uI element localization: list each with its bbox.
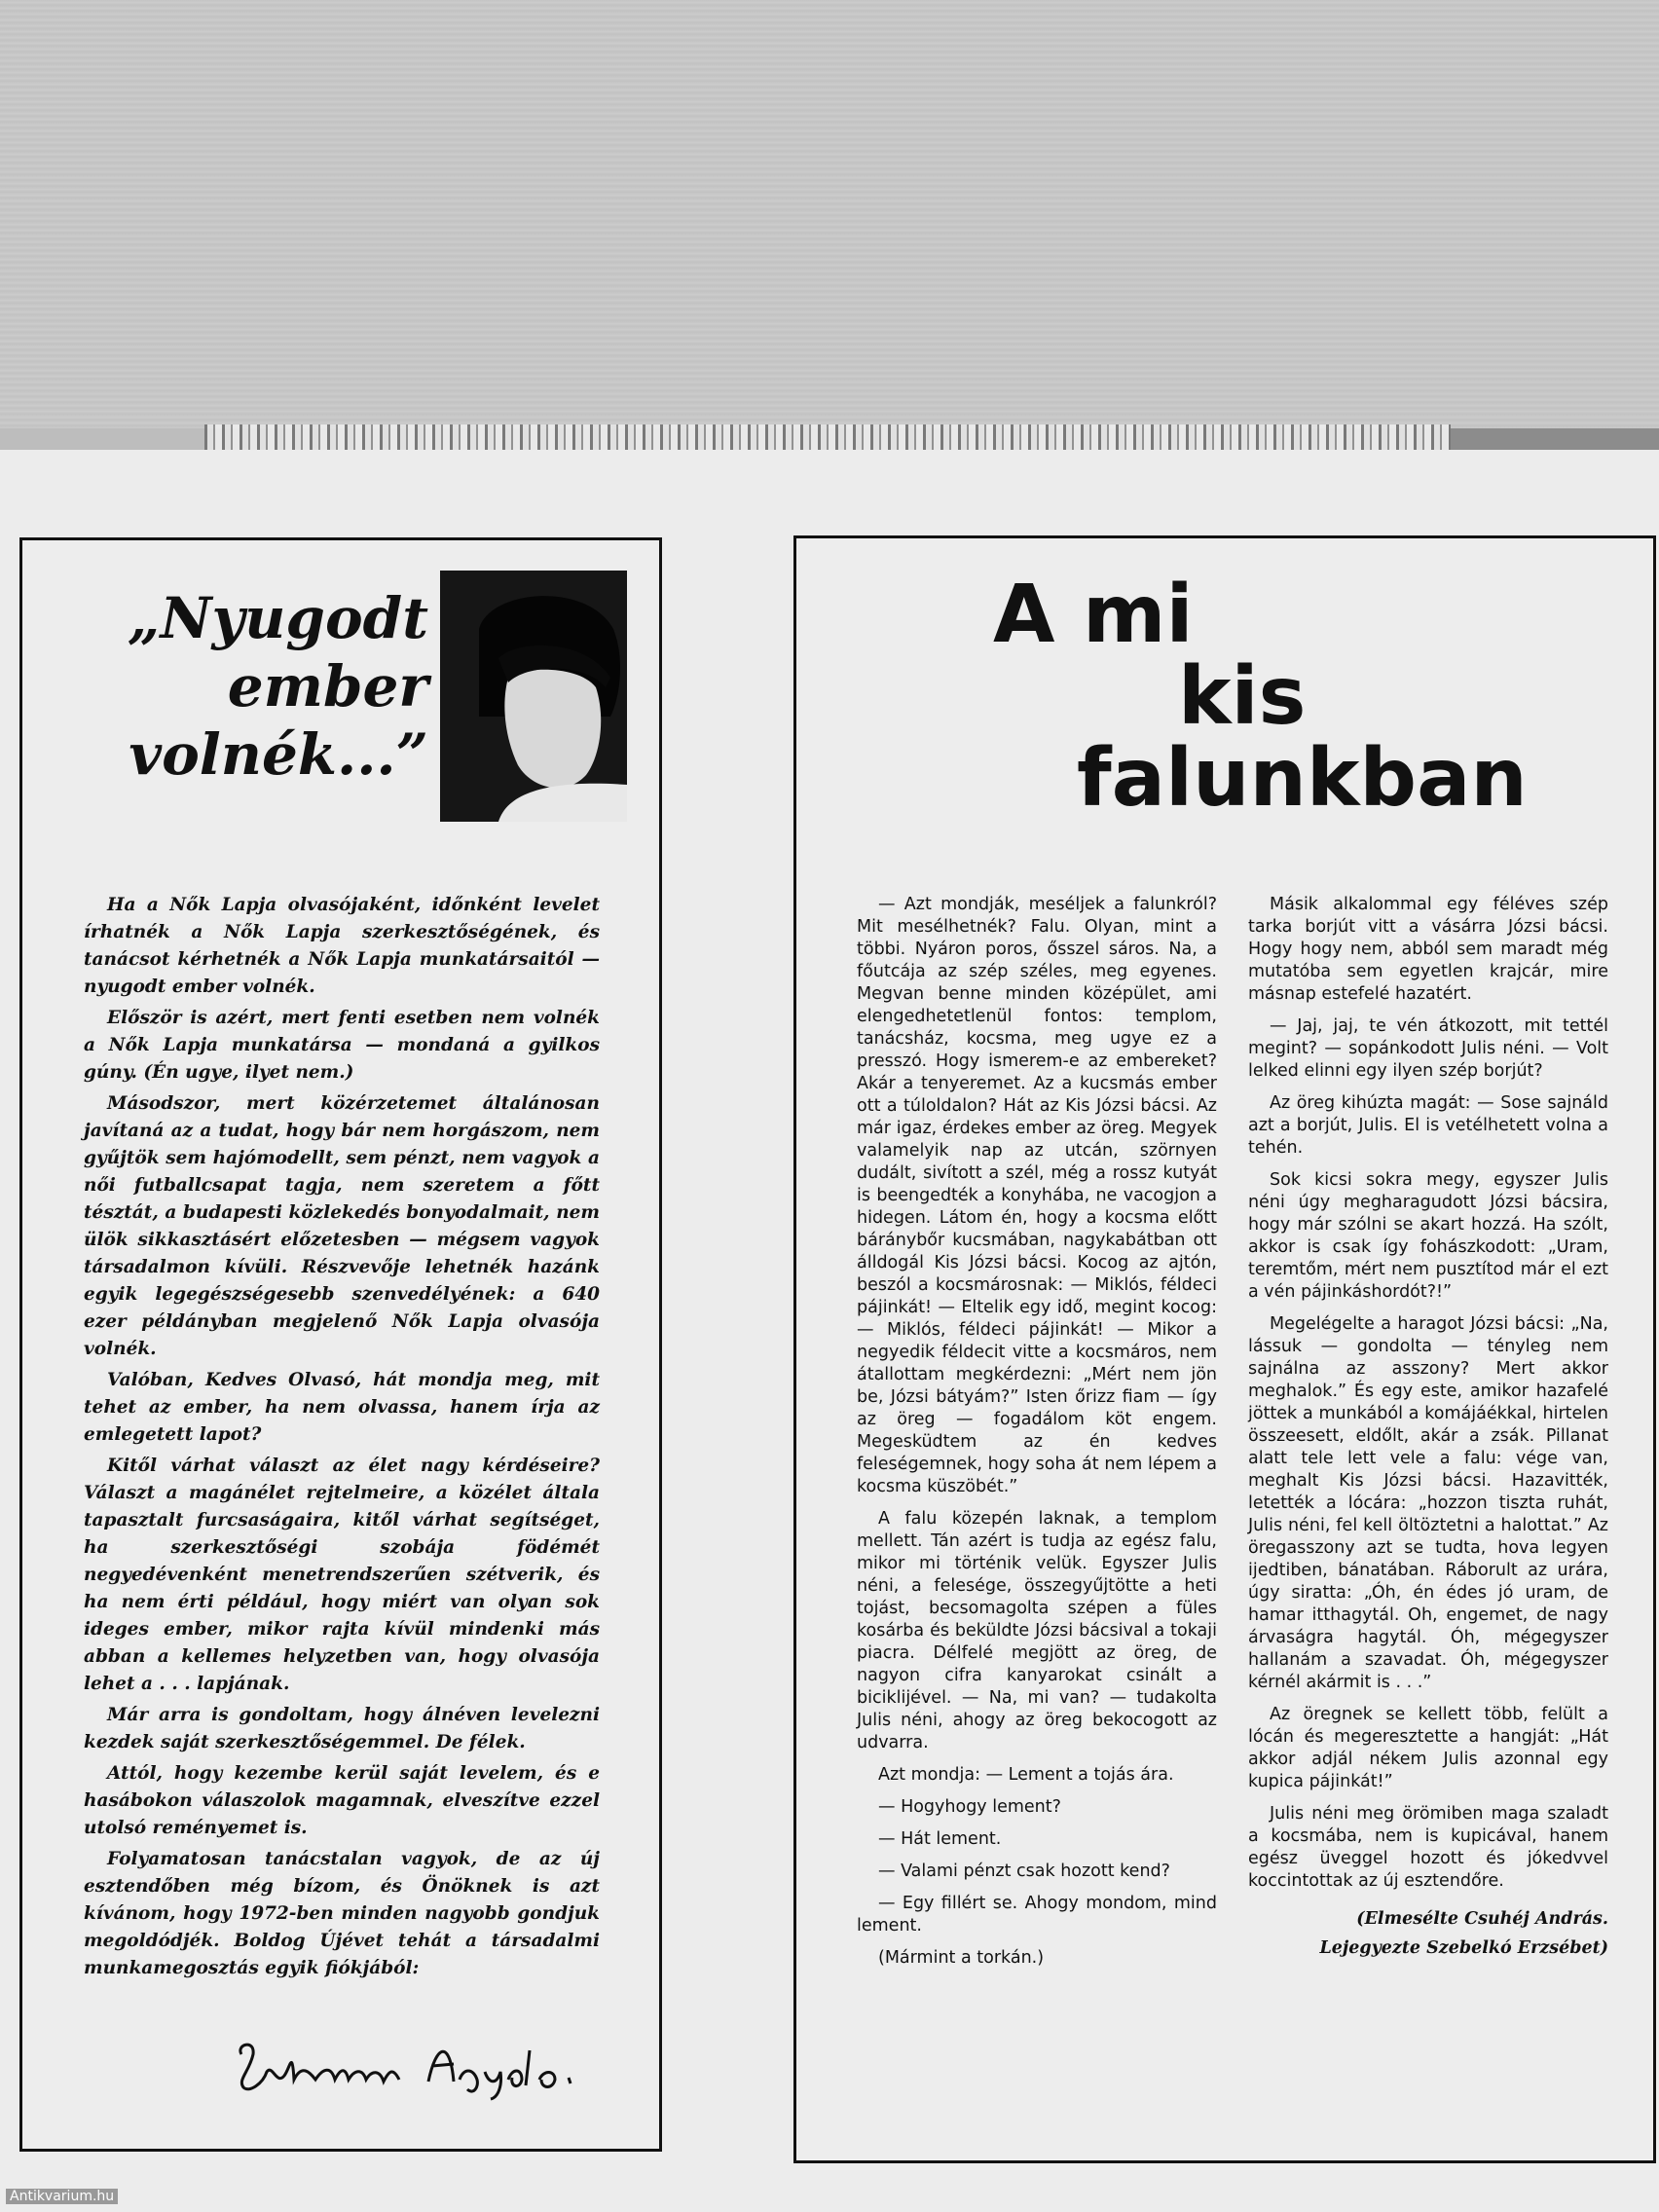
column-1-paragraph: — Hát lement. — [878, 1829, 1002, 1849]
left-paragraph: Kitől várhat választ az élet nagy kérdéseire? Választ a magánélet rejtelmeire, a közélet általa tapasztalt furcsaságaira, kitől várhat segítséget, ha szerkesztőségi szobája födémét negyedévenként menetrendszerűen szétverik, és ha nem érti például, hogy miért van olyan sok ideges ember, mikor rajta kívül mindenki más abban a kellemes helyzetben van, hogy olvasója lehet a . . . lapjának. — [84, 1456, 600, 1694]
left-title-line-1: „Nyugodt — [128, 585, 428, 651]
left-paragraph: Először is azért, mert fenti esetben nem volnék a Nők Lapja munkatársa — mondaná a gyilkos gúny. (Én ugye, ilyet nem.) — [84, 1008, 600, 1083]
left-paragraph: Valóban, Kedves Olvasó, hát mondja meg, mit tehet az ember, ha nem olvassa, hanem írja az emlegetett lapot? — [84, 1370, 600, 1445]
column-2-paragraph: Julis néni meg örömiben maga szaladt a kocsmába, nem is kupicával, hanem egész üveggel hozott és jókedvvel koccintottak az új esztendőre. — [1248, 1804, 1608, 1891]
article-credit — [1248, 1904, 1608, 1963]
handwritten-signature — [234, 2025, 623, 2103]
column-2-paragraph: Az öregnek se kellett több, felült a lócán és megeresztette a hangját: „Hát akkor adjál nékem Julis azonnal egy kupica pájinkát!” — [1248, 1705, 1608, 1791]
source-watermark: Antikvarium.hu — [6, 2189, 118, 2204]
column-1-paragraph: A falu közepén laknak, a templom mellett. Tán azért is tudja az egész falu, mikor mi történik velük. Egyszer Julis néni, a felesége, összegyűjtötte a heti tojást, becsomagolta szépen a füles kosárba és beküldte Józsi bácsival a tokaji piacra. Délfelé megjött az öreg, de nagyon cifra kanyarokat csinált a biciklijével. — Na, mi van? — tudakolta Julis néni, ahogy az öreg bekocogott az udvarra. — [857, 1509, 1217, 1752]
column-1-paragraph: Azt mondja: — Lement a tojás ára. — [878, 1765, 1174, 1785]
column-2-paragraph: Sok kicsi sokra megy, egyszer Julis néni úgy megharagudott Józsi bácsira, hogy már szólni se akart hozzá. Ha szólt, akkor is csak így fohászkodott: „Uram, teremtőm, mért nem pusztítod már el ezt a vén pájinkáshordót?!” — [1248, 1170, 1608, 1302]
column-1-paragraph: — Azt mondják, meséljek a falunkról? Mit mesélhetnék? Falu. Olyan, mint a többi. Nyáron poros, ősszel sáros. Na, a főutcája az szép széles, meg egyenes. Megvan benne minden középület, ami elengedhetetlenül fontos: templom, tanácsház, kocsma, meg ugye ez a presszó. Hogy ismerem-e az embereket? Akár a tenyeremet. Az a kucsmás ember ott a túloldalon? Hát az Kis Józsi bácsi. Az már igaz, érdekes ember az öreg. Megyek valamelyik nap az utcán, szörnyen dudált, sivított a szél, még a rossz kutyát is beengedték a konyhába, ne vacogjon a hidegen. Látom én, hogy a kocsma előtt báránybőr kucsmában, nagykabátban ott álldogál Kis Józsi bácsi. Kocog az ajtón, beszól a kocsmárosnak: — Miklós, féldeci pájinkát! — Eltelik egy idő, megint kocog: — Miklós, féldeci pájinkát! — Mikor a negyedik féldecit vitte a kocsmáros, nem átallottam megkérdezni: „Mért nem jön be, Józsi bátyám?” Isten őrizz fiam — így az öreg — fogadálom köt engem. Megesküdtem az én kedves feleségemnek, hogy soha át nem lépem a kocsma küszöbét.” — [857, 895, 1217, 1496]
credit-line-2: Lejegyezte Szebelkó Erzsébet) — [1319, 1938, 1608, 1958]
right-title-line-3: falunkban — [1077, 732, 1528, 825]
right-article-title — [964, 569, 1528, 825]
left-paragraph: Ha a Nők Lapja olvasójaként, időnként levelet írhatnék a Nők Lapja szerkesztőségének, és tanácsot kérhetnék a Nők Lapja munkatársaitól — nyugodt ember volnék. — [84, 895, 600, 997]
author-portrait-photo — [440, 571, 627, 822]
right-title-line-2: kis — [1178, 650, 1307, 743]
column-2-paragraph: — Jaj, jaj, te vén átkozott, mit tettél megint? — sopánkodott Julis néni. — Volt lelked elinni egy ilyen szép borjút? — [1248, 1016, 1608, 1081]
column-2-paragraph: Megelégelte a haragot Józsi bácsi: „Na, lássuk — gondolta — tényleg nem sajnálna az asszony? Mert akkor meghalok.” És egy este, amikor hazafelé jöttek a munkából a komájáékkal, hirtelen összeesett, eldőlt, akár a zsák. Pillanat alatt tele lett vele a falu: vége van, meghalt Kis Józsi bácsi. Hazavitték, letették a lócára: „hozzon tiszta ruhát, Julis néni, fel kell öltöztetni a halottat.” Az öregasszony azt se tudta, hova legyen ijedtiben, bánatában. Ráborult az urára, úgy siratta: „Óh, én édes jó uram, de hamar itthagytál. Oh, engemet, de nagy árvaságra hagytál. Óh, mégegyszer hallanám a szavadat. Óh, mégegyszer kérnél akármit is . . .” — [1248, 1314, 1608, 1692]
left-article-title — [58, 584, 428, 789]
right-title-line-1: A mi — [993, 569, 1194, 661]
left-paragraph: Már arra is gondoltam, hogy álnéven levelezni kezdek saját szerkesztőségemmel. De félek. — [84, 1705, 600, 1752]
signature-scribble — [234, 2025, 623, 2103]
book-spine-edge — [1451, 428, 1659, 452]
right-article-column-2 — [1248, 894, 1608, 1972]
credit-line-1: (Elmeséltе Csuhéj András. — [1356, 1909, 1608, 1929]
portrait-illustration — [440, 571, 627, 822]
left-paragraph: Folyamatosan tanácstalan vagyok, de az új esztendőben még bízom, és Önöknek is azt kívánom, hogy 1972-ben minden nagyobb gondjuk megoldódjék. Boldog Újévet tehát a társadalmi munkamegosztás egyik fiókjából: — [84, 1849, 600, 1978]
left-article-body — [84, 892, 600, 1986]
background-wall — [0, 0, 1659, 428]
left-title-line-2: ember — [227, 653, 428, 719]
column-1-paragraph: — Valami pénzt csak hozott kend? — [878, 1862, 1170, 1881]
left-paragraph: Attól, hogy kezembe kerül saját levelem, és e hasábokon válaszolok magamnak, elveszítve ezzel utolsó reményemet is. — [84, 1763, 600, 1838]
column-1-paragraph: (Mármint a torkán.) — [878, 1948, 1045, 1968]
right-article-column-1 — [857, 894, 1217, 1979]
column-2-paragraph: Az öreg kihúzta magát: — Sose sajnáld azt a borjút, Julis. El is vetélhetett volna a tehén. — [1248, 1093, 1608, 1158]
column-1-paragraph: — Hogyhogy lement? — [878, 1797, 1061, 1817]
column-1-paragraph: — Egy fillért se. Ahogy mondom, mind lement. — [857, 1894, 1217, 1936]
column-2-paragraph: Másik alkalommal egy féléves szép tarka borjút vitt a vásárra Józsi bácsi. Hogy hogy nem, abból sem maradt még mutatóba sem egyetlen krajcár, mire másnap estefelé hazatért. — [1248, 895, 1608, 1004]
left-paragraph: Másodszor, mert közérzetemet általánosan javítaná az a tudat, hogy bár nem horgászom, nem gyűjtök sem hajómodellt, sem pénzt, nem vagyok a női futballcsapat tagja, nem szeretem a főtt tésztát, a budapesti közlekedés bonyodalmait, nem ülök sikkasztásért előzetesben — mégsem vagyok társadalmon kívüli. Részvevője lehetnék hazánk egyik legegészségesebb szenvedélyének: a 640 ezer példányban megjelenő Nők Lapja olvasója volnék. — [84, 1093, 600, 1359]
left-title-line-3: volnék...” — [129, 721, 428, 788]
